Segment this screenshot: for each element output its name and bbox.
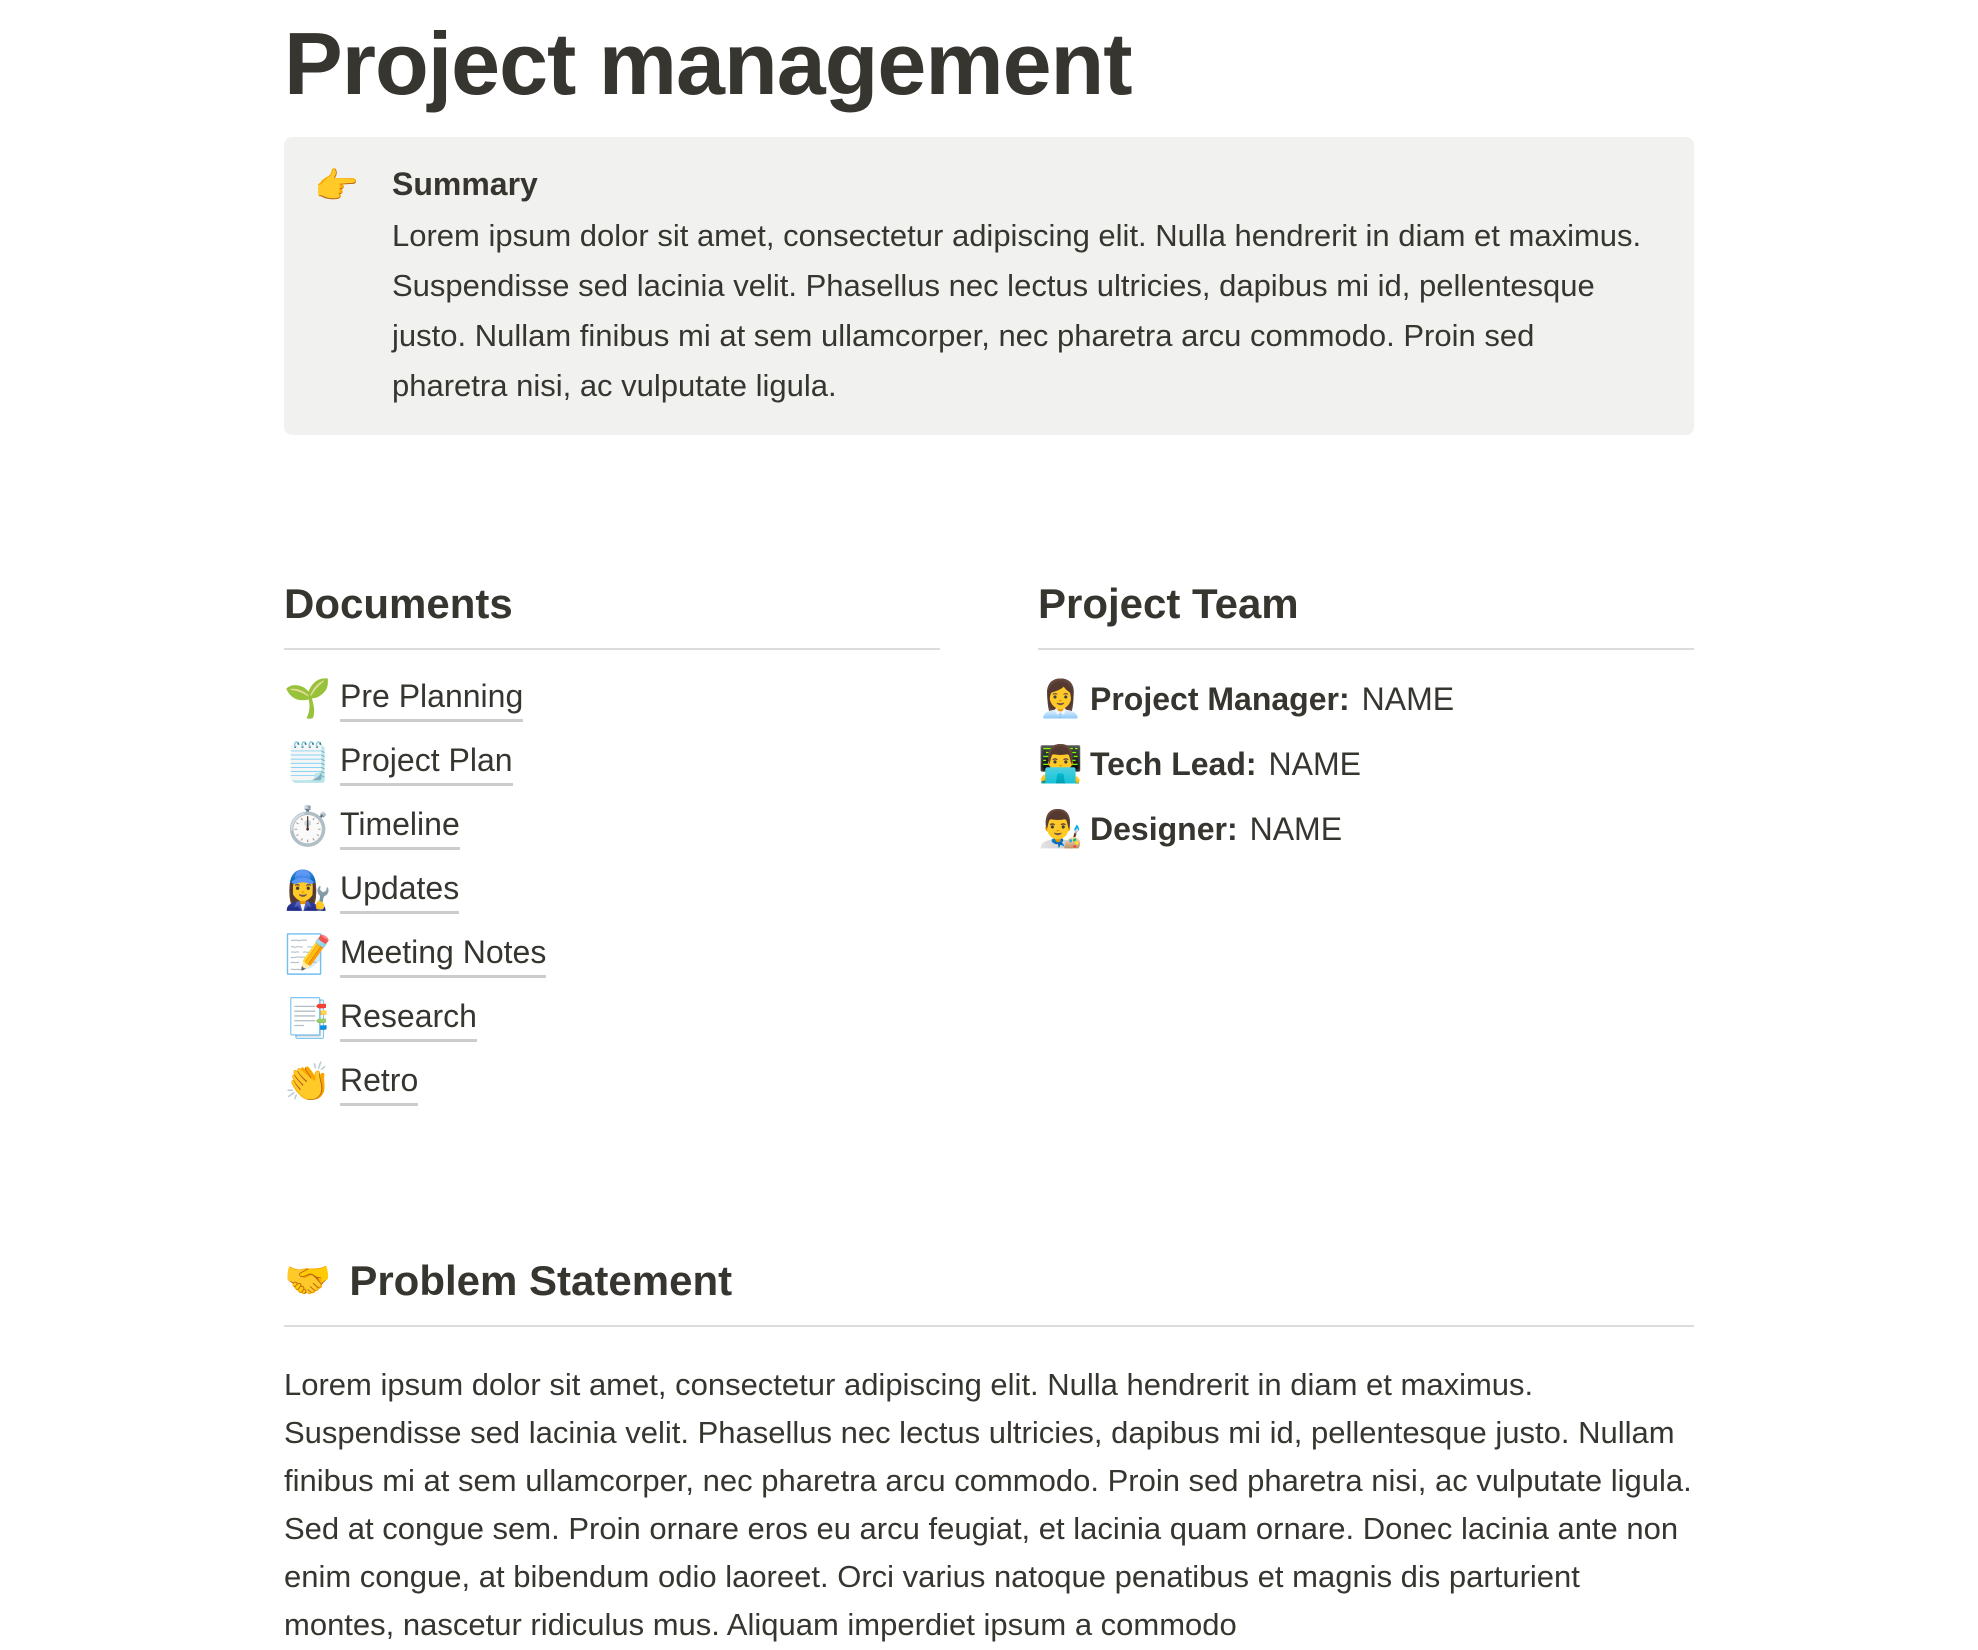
document-link-meeting-notes[interactable]: Meeting Notes xyxy=(340,932,546,978)
spiral-notepad-icon: 🗒️ xyxy=(284,742,332,784)
document-link-retro[interactable]: Retro xyxy=(340,1060,418,1106)
document-link-row xyxy=(284,802,940,852)
handshake-icon: 🤝 xyxy=(284,1260,332,1302)
problem-statement-section xyxy=(284,1255,1694,1649)
document-link-row xyxy=(284,738,940,788)
two-column-layout xyxy=(284,578,1694,1122)
man-technologist-icon: 👨‍💻 xyxy=(1038,743,1083,784)
document-link-updates[interactable]: Updates xyxy=(340,868,459,914)
project-team-divider xyxy=(1038,648,1694,650)
bookmark-tabs-icon: 📑 xyxy=(284,998,332,1040)
problem-statement-divider xyxy=(284,1325,1694,1327)
documents-column xyxy=(284,578,940,1122)
project-team-heading: Project Team xyxy=(1038,580,1299,627)
documents-divider xyxy=(284,648,940,650)
team-member-role: Project Manager: xyxy=(1090,681,1350,717)
project-team-column xyxy=(1038,578,1694,1122)
team-list xyxy=(1038,674,1694,854)
clapping-hands-icon: 👏 xyxy=(284,1062,332,1104)
problem-statement-heading-row xyxy=(284,1255,1694,1307)
memo-icon: 📝 xyxy=(284,934,332,976)
document-link-research[interactable]: Research xyxy=(340,996,477,1042)
document-link-row xyxy=(284,1058,940,1108)
pointing-right-icon: 👉 xyxy=(314,165,359,206)
page-title: Project management xyxy=(284,14,1132,113)
document-link-row xyxy=(284,930,940,980)
document-link-project-plan[interactable]: Project Plan xyxy=(340,740,513,786)
summary-callout xyxy=(284,137,1694,435)
man-artist-icon: 👨‍🎨 xyxy=(1038,808,1083,849)
team-member-name: NAME xyxy=(1268,746,1361,782)
documents-list xyxy=(284,674,940,1108)
team-member-row xyxy=(1038,739,1694,789)
document-link-row xyxy=(284,994,940,1044)
document-link-row xyxy=(284,674,940,724)
documents-heading: Documents xyxy=(284,580,513,627)
page-content xyxy=(284,16,1694,1649)
seedling-icon: 🌱 xyxy=(284,678,332,720)
problem-statement-heading: Problem Statement xyxy=(349,1257,733,1304)
callout-text: Lorem ipsum dolor sit amet, consectetur adipiscing elit. Nulla hendrerit in diam et maximus. Suspendisse sed lacinia velit. Phasellus nec lectus ultricies, dapibus mi id, pellentesque justo. Nullam finibus mi at sem ullamcorper, nec pharetra arcu commodo. Proin sed pharetra nisi, ac vulputate ligula. xyxy=(392,218,1642,403)
callout-title: Summary xyxy=(392,166,538,202)
team-member-name: NAME xyxy=(1361,681,1455,717)
team-member-row xyxy=(1038,804,1694,854)
stopwatch-icon: ⏱️ xyxy=(284,806,332,848)
woman-mechanic-icon: 👩‍🔧 xyxy=(284,870,332,912)
callout-content xyxy=(392,161,1654,411)
document-link-timeline[interactable]: Timeline xyxy=(340,804,460,850)
woman-office-worker-icon: 👩‍💼 xyxy=(1038,678,1083,719)
team-member-role: Tech Lead: xyxy=(1090,746,1257,782)
team-member-name: NAME xyxy=(1249,811,1343,847)
document-link-row xyxy=(284,866,940,916)
team-member-row xyxy=(1038,674,1694,724)
problem-statement-text: Lorem ipsum dolor sit amet, consectetur adipiscing elit. Nulla hendrerit in diam et maximus. Suspendisse sed lacinia velit. Phasellus nec lectus ultricies, dapibus mi id, pellentesque justo. Nullam finibus mi at sem ullamcorper, nec pharetra arcu commodo. Proin sed pharetra nisi, ac vulputate ligula. Sed at congue sem. Proin ornare eros eu arcu feugiat, et lacinia quam ornare. Donec lacinia ante non enim congue, at bibendum odio laoreet. Orci varius natoque penatibus et magnis dis parturient montes, nascetur ridiculus mus. Aliquam imperdiet ipsum a commodo xyxy=(284,1367,1692,1642)
team-member-role: Designer: xyxy=(1090,811,1238,847)
document-link-pre-planning[interactable]: Pre Planning xyxy=(340,676,523,722)
